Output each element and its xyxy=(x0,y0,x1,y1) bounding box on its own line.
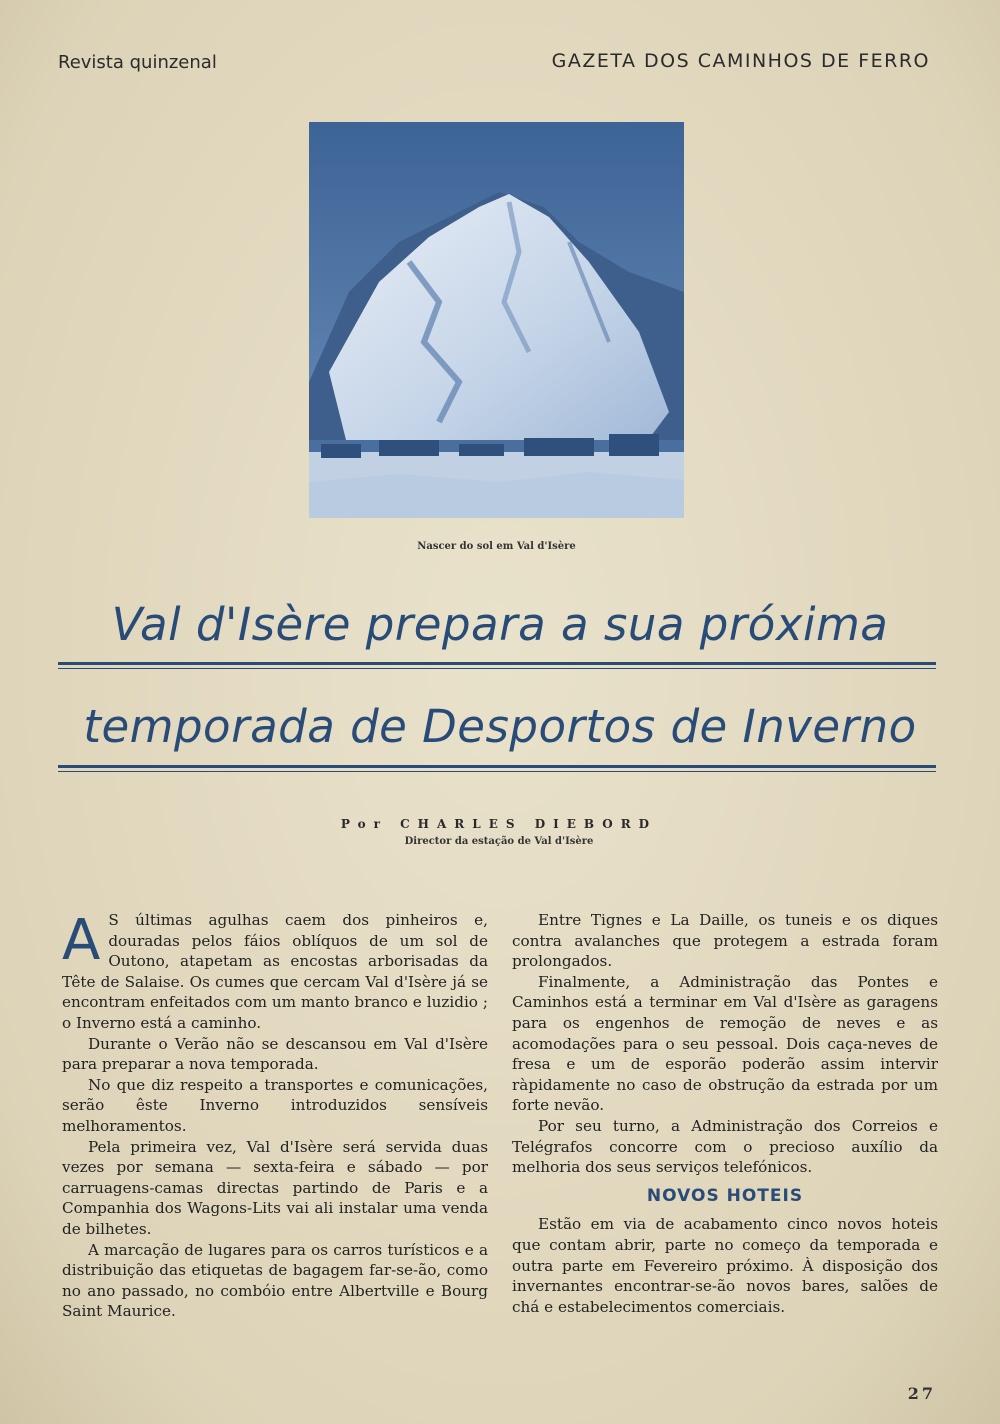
magazine-frequency: Revista quinzenal xyxy=(58,52,217,73)
paragraph: A S últimas agulhas caem dos pinheiros e, douradas pelos fáios oblíquos de um sol de Outono, atapetam as encostas arborisadas da Tête de Salaise. Os cumes que cercam Val d'Isère já se encontram enfeitados com um manto branco e luzidio ; o Inverno está a caminho. xyxy=(62,908,488,1032)
title-rule xyxy=(58,662,936,665)
section-heading: NOVOS HOTEIS xyxy=(646,1185,804,1206)
paragraph: Finalmente, a Administração das Pontes e Caminhos está a terminar em Val d'Isère as garagens para os engenhos de remoção de neves e as acomodações para o seu pessoal. Dois caça-neves de fresa e um de esporão poderão assim intervir ràpidamente no caso de obstrução da estrada por um forte nevão. xyxy=(512,972,938,1115)
drop-cap: A xyxy=(62,908,101,973)
byline-author: Por CHARLES DIEBORD xyxy=(340,817,658,831)
paragraph: Estão em via de acabamento cinco novos hoteis que contam abrir, parte no começo da temporada e outra parte em Fevereiro próximo. À disposição dos invernantes encontrar-se-ão novos bares, salões de chá e estabelecimentos comerciais. xyxy=(512,1215,938,1316)
magazine-title: GAZETA DOS CAMINHOS DE FERRO xyxy=(551,50,930,72)
paragraph: Durante o Verão não se descansou em Val d'Isère para preparar a nova temporada. xyxy=(62,1034,488,1074)
photo-caption: Nascer do sol em Val d'Isère xyxy=(417,541,576,552)
article-column-right xyxy=(512,910,938,1317)
paragraph: Pela primeira vez, Val d'Isère será servida duas vezes por semana — sexta-feira e sábado — por carruagens-camas directas partindo de Paris e a Companhia dos Wagons-Lits vai ali instalar uma venda de bilhetes. xyxy=(62,1137,488,1238)
paragraph: A marcação de lugares para os carros turísticos e a distribuição das etiquetas de bagagem far-se-ão, como no ano passado, no combóio entre Albertville e Bourg Saint Maurice. xyxy=(62,1240,488,1321)
paragraph: Por seu turno, a Administração dos Correios e Telégrafos concorre com o precioso auxílio da melhoria dos seus serviços telefónicos. xyxy=(512,1116,938,1177)
mountain-photo xyxy=(309,122,684,518)
paragraph: No que diz respeito a transportes e comunicações, serão êste Inverno introduzidos sensíveis melhoramentos. xyxy=(62,1075,488,1135)
article-column-left xyxy=(62,910,488,1322)
title-rule-thin xyxy=(58,668,936,669)
article-title-line-2: temporada de Desportos de Inverno xyxy=(83,700,917,753)
paragraph: Entre Tignes e La Daille, os tuneis e os diques contra avalanches que protegem a estrada foram prolongados. xyxy=(512,911,938,971)
article-title-line-1: Val d'Isère prepara a sua próxima xyxy=(111,598,889,651)
title-rule-bottom-thin xyxy=(58,771,936,772)
byline-role: Director da estação de Val d'Isère xyxy=(404,836,594,847)
title-rule-bottom xyxy=(58,765,936,768)
page-number: 27 xyxy=(907,1384,936,1403)
mountain-photo-image xyxy=(309,122,684,518)
